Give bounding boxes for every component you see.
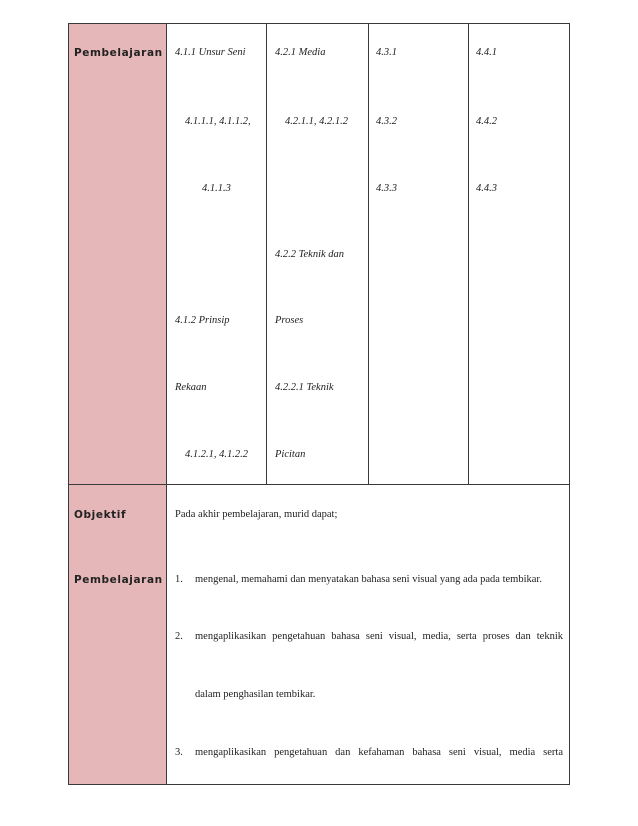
col4-line-c: 4.4.3 (476, 183, 497, 194)
col1-line-c: 4.1.1.3 (202, 183, 231, 194)
row1-label: Pembelajaran (74, 47, 163, 59)
col1-line-b: 4.1.1.1, 4.1.1.2, (185, 116, 251, 127)
objective-3-text-line1: mengaplikasikan pengetahuan dan kefahaman bahasa seni visual, media serta (195, 747, 563, 758)
objective-1-text: mengenal, memahami dan menyatakan bahasa seni visual yang ada pada tembikar. (195, 574, 542, 585)
objective-2-number: 2. (175, 631, 183, 642)
objective-2-text-line2: dalam penghasilan tembikar. (195, 689, 316, 700)
col2-line-b: 4.2.1.1, 4.2.1.2 (285, 116, 348, 127)
col3-line-c: 4.3.3 (376, 183, 397, 194)
row1-label-cell (68, 23, 167, 485)
objective-1-number: 1. (175, 574, 183, 585)
row1-col1-cell (166, 23, 267, 485)
col2-line-c: 4.2.2 Teknik dan (275, 249, 345, 260)
col2-line-d: Proses (275, 315, 304, 326)
col3-line-b: 4.3.2 (376, 116, 397, 127)
col2-line-f: Picitan (275, 449, 306, 460)
col2-line-a: 4.2.1 Media (275, 47, 326, 58)
objective-intro: Pada akhir pembelajaran, murid dapat; (175, 509, 338, 520)
col1-line-d: 4.1.2 Prinsip (175, 315, 230, 326)
row1-col3-cell (368, 23, 469, 485)
row2-label-line2: Pembelajaran (74, 574, 163, 586)
col4-line-b: 4.4.2 (476, 116, 497, 127)
col4-line-a: 4.4.1 (476, 47, 497, 58)
col1-line-f: 4.1.2.1, 4.1.2.2 (185, 449, 248, 460)
col1-line-a: 4.1.1 Unsur Seni (175, 47, 246, 58)
col2-line-e: 4.2.2.1 Teknik (275, 382, 334, 393)
objective-2-text-line1: mengaplikasikan pengetahuan bahasa seni visual, media, serta proses dan teknik (195, 631, 563, 642)
col3-line-a: 4.3.1 (376, 47, 397, 58)
objective-3-number: 3. (175, 747, 183, 758)
row2-label-line1: Objektif (74, 509, 127, 521)
row2-label-cell (68, 484, 167, 785)
col1-line-e: Rekaan (175, 382, 207, 393)
row1-col4-cell (468, 23, 570, 485)
